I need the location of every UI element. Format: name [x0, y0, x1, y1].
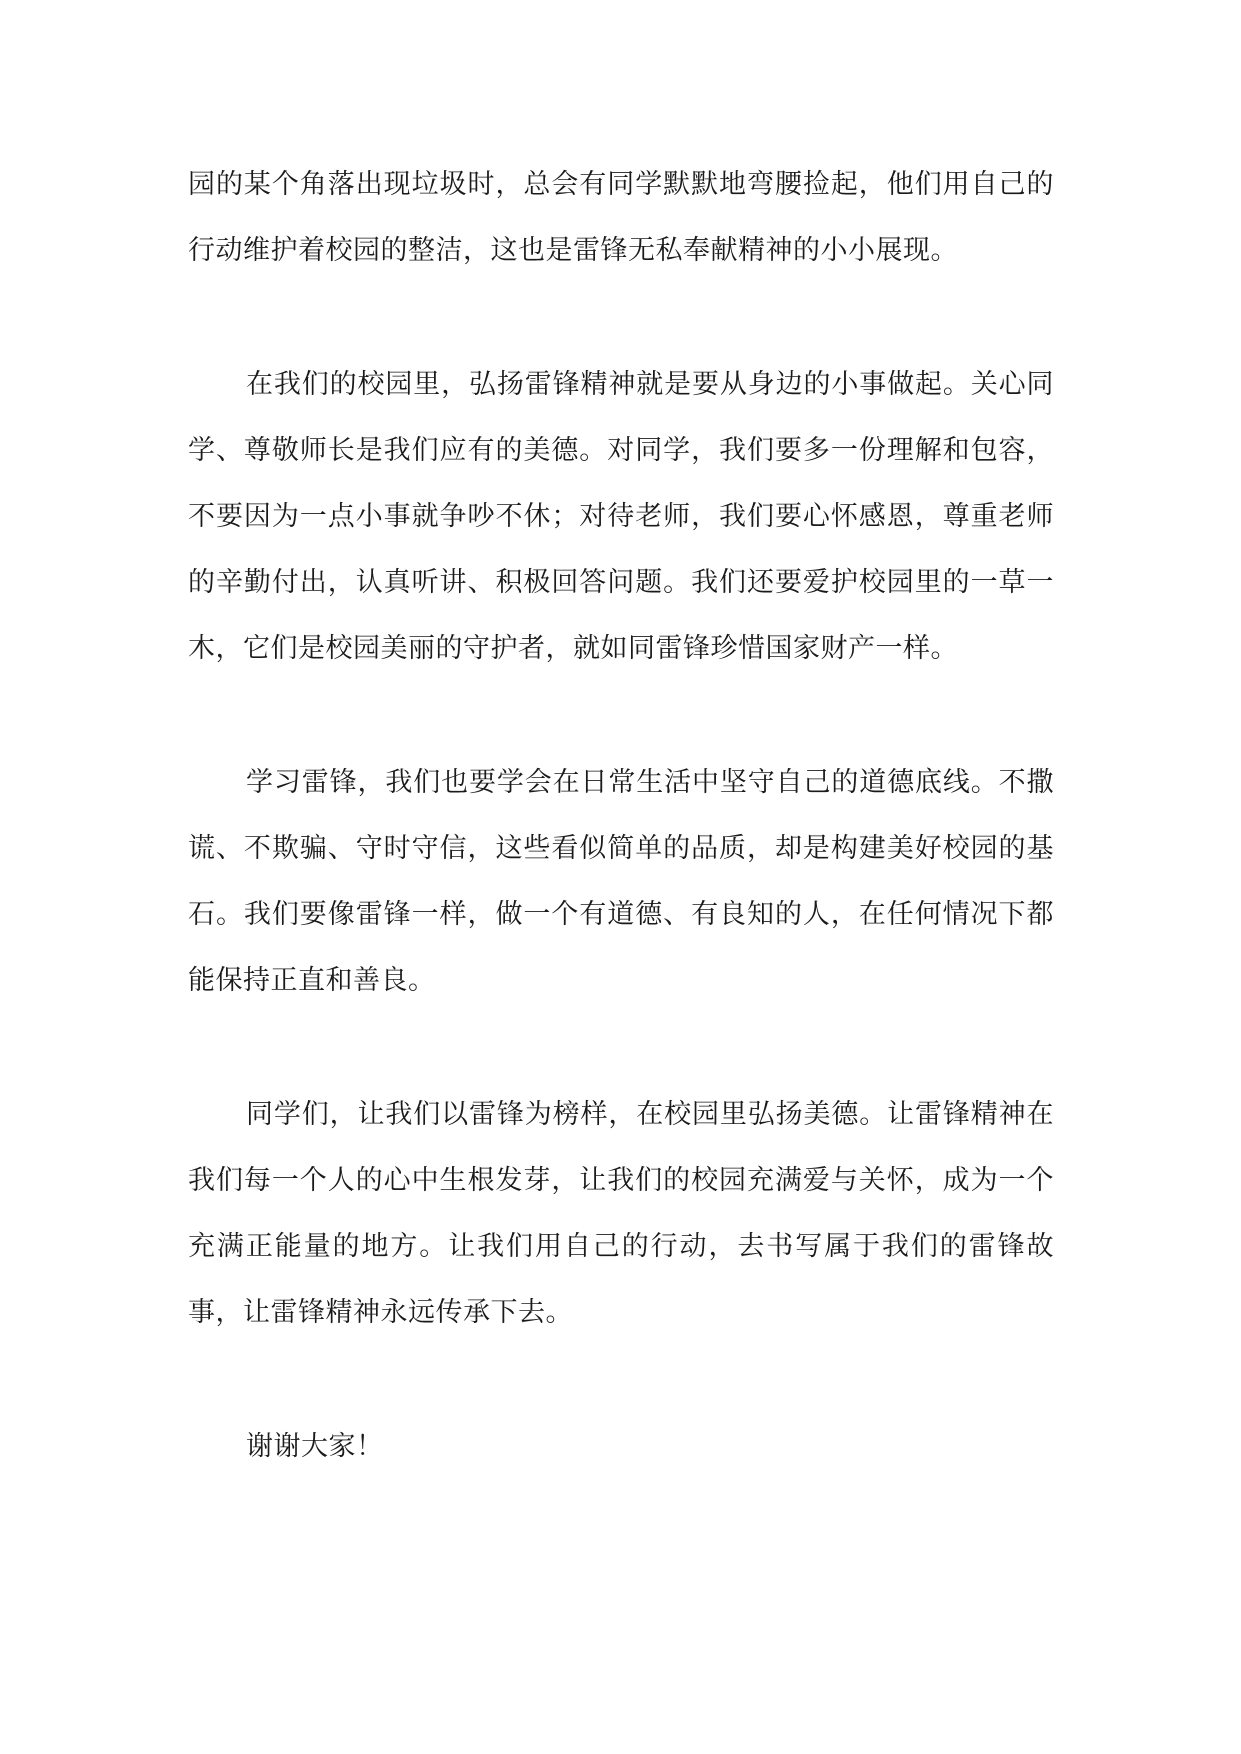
paragraph-thanks: 谢谢大家！: [246, 1431, 384, 1462]
paragraph-campus-virtues: 在我们的校园里，弘扬雷锋精神就是要从身边的小事做起。关心同学、尊敬师长是我们应有的美德。对同学，我们要多一份理解和包容，不要因为一点小事就争吵不休；对待老师，我们要心怀感恩，尊重老师的辛勤付出，认真听讲、积极回答问题。我们还要爱护校园里的一草一木，它们是校园美丽的守护者，就如同雷锋珍惜国家财产一样。: [188, 369, 1054, 664]
paragraph-call-to-action: 同学们，让我们以雷锋为榜样，在校园里弘扬美德。让雷锋精神在我们每一个人的心中生根发芽，让我们的校园充满爱与关怀，成为一个充满正能量的地方。让我们用自己的行动，去书写属于我们的雷锋故事，让雷锋精神永远传承下去。: [188, 1099, 1054, 1328]
paragraph-moral-baseline: 学习雷锋，我们也要学会在日常生活中坚守自己的道德底线。不撒谎、不欺骗、守时守信，这些看似简单的品质，却是构建美好校园的基石。我们要像雷锋一样，做一个有道德、有良知的人，在任何情况下都能保持正直和善良。: [188, 767, 1054, 996]
paragraph-continuation: 园的某个角落出现垃圾时，总会有同学默默地弯腰捡起，他们用自己的行动维护着校园的整洁，这也是雷锋无私奉献精神的小小展现。: [188, 169, 1054, 266]
document-body: [188, 152, 1054, 1548]
